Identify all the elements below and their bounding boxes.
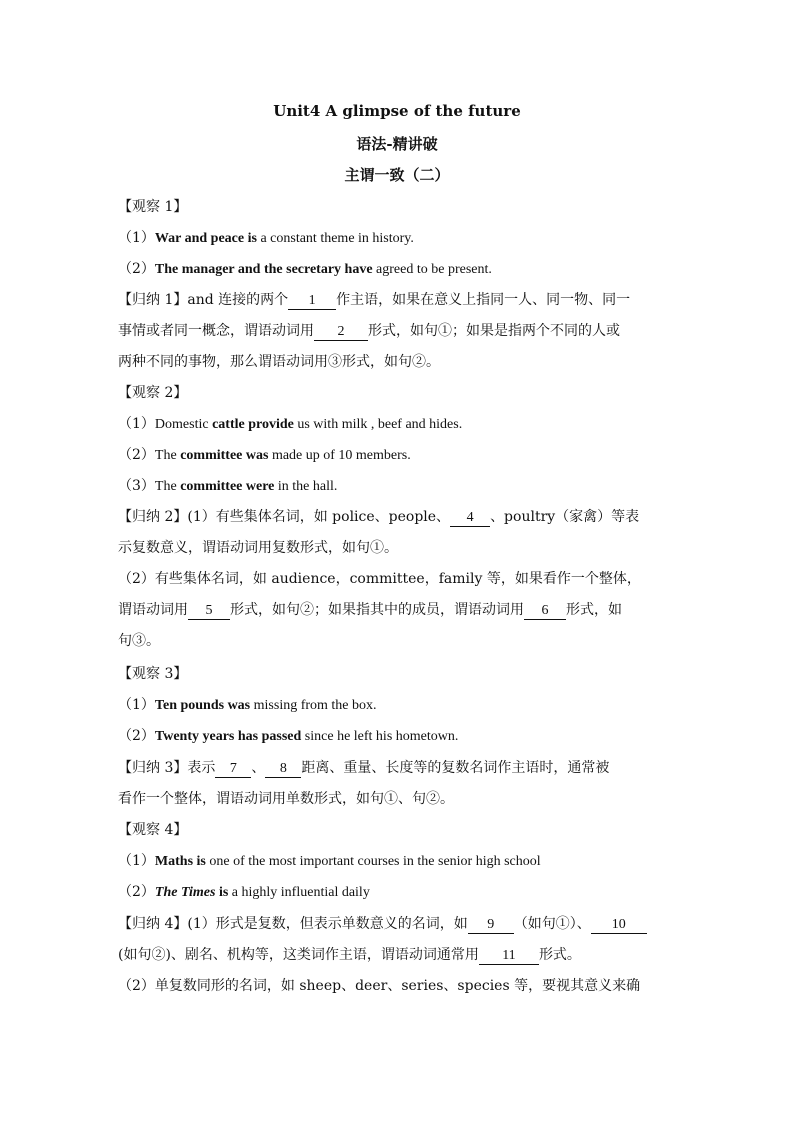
summary-4-line-1 <box>118 914 686 934</box>
sentence-number: （1） <box>118 416 155 432</box>
document-subtitle: 语法-精讲破 <box>356 135 438 153</box>
sentence-number: （2） <box>118 447 155 463</box>
sentence-number: （3） <box>118 478 155 494</box>
sentence-rest: us with milk , beef and hides. <box>293 417 463 432</box>
summary-2-line-1 <box>118 507 686 527</box>
sentence-prefix: Domestic <box>154 417 213 432</box>
sentence-rest: missing from the box. <box>250 698 377 713</box>
observation-2-heading: 【观察 2】 <box>118 385 188 401</box>
blank-1[interactable]: 1 <box>288 293 336 310</box>
summary-3-line-2: 看作一个整体，谓语动词用单数形式，如句①、句②。 <box>118 791 454 807</box>
text: 、poultry（家禽）等表 <box>490 509 640 525</box>
observation-1-sentence-2 <box>118 259 686 280</box>
summary-4-line-3: （2）单复数同形的名词，如 sheep、deer、series、species 等，要视其意义来确 <box>118 978 641 994</box>
sentence-number: （2） <box>118 884 155 900</box>
observation-3-sentence-1 <box>118 695 686 716</box>
blank-11[interactable]: 11 <box>479 948 539 965</box>
sentence-rest: in the hall. <box>274 479 338 494</box>
text: 作主语，如果在意义上指同一人、同一物、同一 <box>336 292 631 308</box>
blank-2[interactable]: 2 <box>314 324 368 341</box>
sentence-number: （1） <box>118 230 155 246</box>
summary-4-heading: 【归纳 4】 <box>118 916 188 932</box>
text: 、 <box>251 760 266 776</box>
document-title: Unit4 A glimpse of the future <box>273 102 521 120</box>
observation-2-sentence-1 <box>118 414 686 435</box>
text: 形式，如句②；如果指其中的成员，谓语动词用 <box>230 602 524 618</box>
summary-2-heading: 【归纳 2】 <box>118 509 188 525</box>
observation-4-sentence-2 <box>118 882 686 903</box>
sentence-number: （2） <box>118 261 155 277</box>
sentence-verb: is <box>215 885 229 900</box>
text: (如句②)、剧名、机构等，这类词作主语，谓语动词通常用 <box>118 947 479 963</box>
summary-2-line-3: （2）有些集体名词，如 audience，committee，family 等，如果看作一个整体， <box>118 571 641 587</box>
text: 表示 <box>187 760 216 776</box>
summary-2-line-4 <box>118 600 686 620</box>
summary-3-line-1 <box>118 758 686 778</box>
blank-6[interactable]: 6 <box>524 603 566 620</box>
summary-2-line-2: 示复数意义，谓语动词用复数形式，如句①。 <box>118 540 398 556</box>
text: 形式，如句①；如果是指两个不同的人或 <box>368 323 620 339</box>
sentence-rest: a highly influential daily <box>228 885 370 900</box>
blank-5[interactable]: 5 <box>188 603 230 620</box>
sentence-number: （2） <box>118 728 155 744</box>
summary-2-line-5: 句③。 <box>118 633 160 649</box>
blank-10[interactable]: 10 <box>591 917 647 934</box>
sentence-subject: Maths is <box>154 854 206 869</box>
text: 事情或者同一概念，谓语动词用 <box>118 323 314 339</box>
sentence-subject: cattle provide <box>212 417 294 432</box>
text: (1）形式是复数，但表示单数意义的名词，如 <box>187 916 468 932</box>
summary-1-line-3: 两种不同的事物，那么谓语动词用③形式，如句②。 <box>118 354 440 370</box>
sentence-subject: committee were <box>180 479 275 494</box>
observation-4-heading: 【观察 4】 <box>118 822 188 838</box>
sentence-rest: made up of 10 members. <box>268 448 411 463</box>
text: 距离、重量、长度等的复数名词作主语时，通常被 <box>301 760 610 776</box>
sentence-subject: Twenty years has passed <box>154 729 302 744</box>
blank-9[interactable]: 9 <box>468 917 514 934</box>
summary-3-heading: 【归纳 3】 <box>118 760 188 776</box>
summary-1-line-1 <box>118 290 686 310</box>
blank-8[interactable]: 8 <box>265 761 301 778</box>
sentence-rest: one of the most important courses in the senior high school <box>205 854 541 869</box>
sentence-prefix: The <box>154 448 181 463</box>
observation-4-sentence-1 <box>118 851 686 872</box>
sentence-subject: The manager and the secretary have <box>154 262 373 277</box>
observation-1-sentence-1 <box>118 228 686 249</box>
summary-1-line-2 <box>118 321 686 341</box>
summary-1-heading: 【归纳 1】 <box>118 292 188 308</box>
text: （如句①）、 <box>513 916 591 932</box>
sentence-rest: a constant theme in history. <box>256 231 414 246</box>
text: 谓语动词用 <box>118 602 188 618</box>
grammar-topic: 主谓一致（二） <box>344 166 450 184</box>
sentence-number: （1） <box>118 853 155 869</box>
summary-4-line-2 <box>118 945 686 965</box>
observation-3-sentence-2 <box>118 726 686 747</box>
blank-7[interactable]: 7 <box>215 761 251 778</box>
text: 形式。 <box>538 947 581 963</box>
observation-2-sentence-2 <box>118 445 686 466</box>
sentence-rest: since he left his hometown. <box>301 729 459 744</box>
observation-1-heading: 【观察 1】 <box>118 199 188 215</box>
text: and 连接的两个 <box>187 292 289 308</box>
text: 形式，如 <box>566 602 622 618</box>
text: (1）有些集体名词，如 police、people、 <box>187 509 451 525</box>
sentence-subject: committee was <box>180 448 269 463</box>
observation-3-heading: 【观察 3】 <box>118 666 188 682</box>
blank-4[interactable]: 4 <box>450 510 490 527</box>
sentence-subject: War and peace is <box>154 231 257 246</box>
observation-2-sentence-3 <box>118 476 686 497</box>
newspaper-name: The Times <box>154 885 216 900</box>
sentence-subject: Ten pounds was <box>154 698 251 713</box>
sentence-prefix: The <box>154 479 181 494</box>
sentence-rest: agreed to be present. <box>372 262 492 277</box>
sentence-number: （1） <box>118 697 155 713</box>
